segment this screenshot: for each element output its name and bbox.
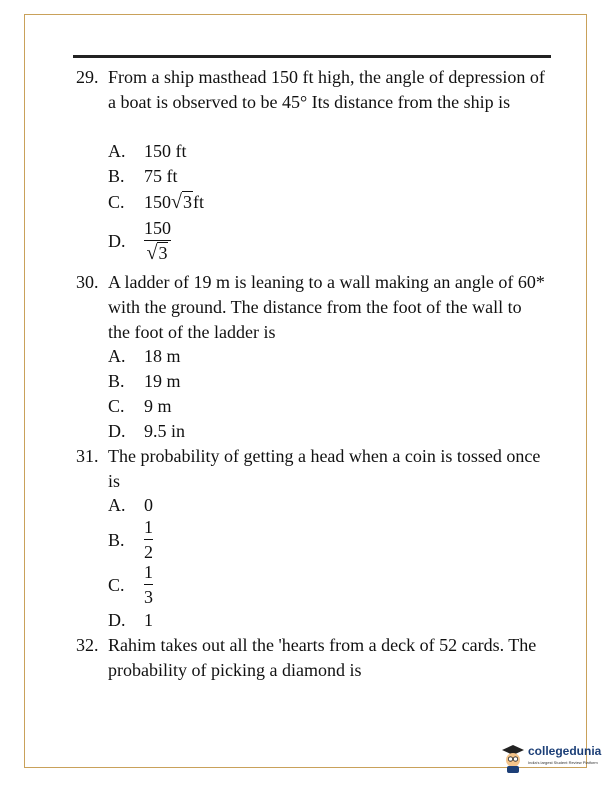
option-label: D.: [108, 421, 126, 441]
option-text: 19 m: [144, 371, 181, 391]
fraction-29-d: [144, 218, 171, 263]
numerator: 1: [144, 517, 153, 537]
option-coefficient: 150: [144, 192, 171, 212]
option-30-a[interactable]: [108, 344, 181, 369]
option-text: 150 ft: [144, 141, 187, 161]
option-label: A.: [108, 141, 126, 161]
option-30-c[interactable]: [108, 394, 172, 419]
question-number: 32.: [76, 635, 99, 655]
question-number: 29.: [76, 67, 99, 87]
option-30-b[interactable]: [108, 369, 181, 394]
logo-brand: collegedunia: [528, 744, 602, 758]
radicand: 3: [158, 243, 168, 263]
square-root: [147, 243, 169, 263]
denominator: 2: [144, 542, 153, 562]
option-31-d[interactable]: [108, 608, 153, 633]
question-stem: Rahim takes out all the 'hearts from a deck of 52 cards. The probability of picking a diamond is: [108, 635, 537, 680]
option-label: D.: [108, 231, 126, 251]
option-29-b[interactable]: [108, 164, 178, 189]
option-label: C.: [108, 192, 125, 212]
option-label: D.: [108, 610, 126, 630]
fraction-bar: [144, 584, 153, 585]
logo-tagline: India's largest Student Review Platform: [528, 760, 598, 765]
denominator: 3: [144, 587, 153, 607]
radicand: 3: [182, 192, 192, 212]
option-29-a[interactable]: [108, 139, 187, 164]
option-31-b-label[interactable]: [108, 528, 144, 553]
option-label: B.: [108, 166, 125, 186]
question-stem: The probability of getting a head when a coin is tossed once is: [108, 446, 541, 491]
radical-sign: √: [146, 242, 158, 264]
option-label: A.: [108, 495, 126, 515]
option-label: C.: [108, 396, 125, 416]
option-30-d[interactable]: [108, 419, 185, 444]
option-text: 9 m: [144, 396, 172, 416]
option-31-c-label[interactable]: [108, 573, 144, 598]
option-text: 0: [144, 495, 153, 515]
option-29-d-label[interactable]: [108, 229, 144, 254]
option-label: B.: [108, 530, 125, 550]
fraction-bar: [144, 539, 153, 540]
top-rule: [73, 55, 551, 58]
fraction-31-c: [144, 562, 153, 607]
option-unit: ft: [192, 192, 204, 212]
collegedunia-logo: [500, 742, 610, 776]
option-text: 9.5 in: [144, 421, 186, 441]
option-31-a[interactable]: [108, 493, 153, 518]
square-root: [171, 190, 193, 215]
option-text: 18 m: [144, 346, 181, 366]
option-29-c[interactable]: [108, 190, 204, 215]
graduate-mascot-icon: [500, 742, 526, 774]
option-label: A.: [108, 346, 126, 366]
question-stem: From a ship masthead 150 ft high, the angle of depression of a boat is observed to be 45° Its distance from the ship is: [108, 67, 545, 112]
radical-sign: √: [171, 191, 182, 213]
option-text: 75 ft: [144, 166, 178, 186]
question-number: 31.: [76, 446, 99, 466]
fraction-bar: [144, 240, 171, 241]
option-text: 1: [144, 610, 153, 630]
numerator: 150: [144, 218, 171, 238]
question-number: 30.: [76, 272, 99, 292]
fraction-31-b: [144, 517, 153, 562]
denominator: [144, 243, 171, 263]
question-stem: A ladder of 19 m is leaning to a wall making an angle of 60* with the ground. The distance from the foot of the wall to the foot of the ladder is: [108, 272, 545, 342]
option-label: B.: [108, 371, 125, 391]
option-label: C.: [108, 575, 125, 595]
numerator: 1: [144, 562, 153, 582]
